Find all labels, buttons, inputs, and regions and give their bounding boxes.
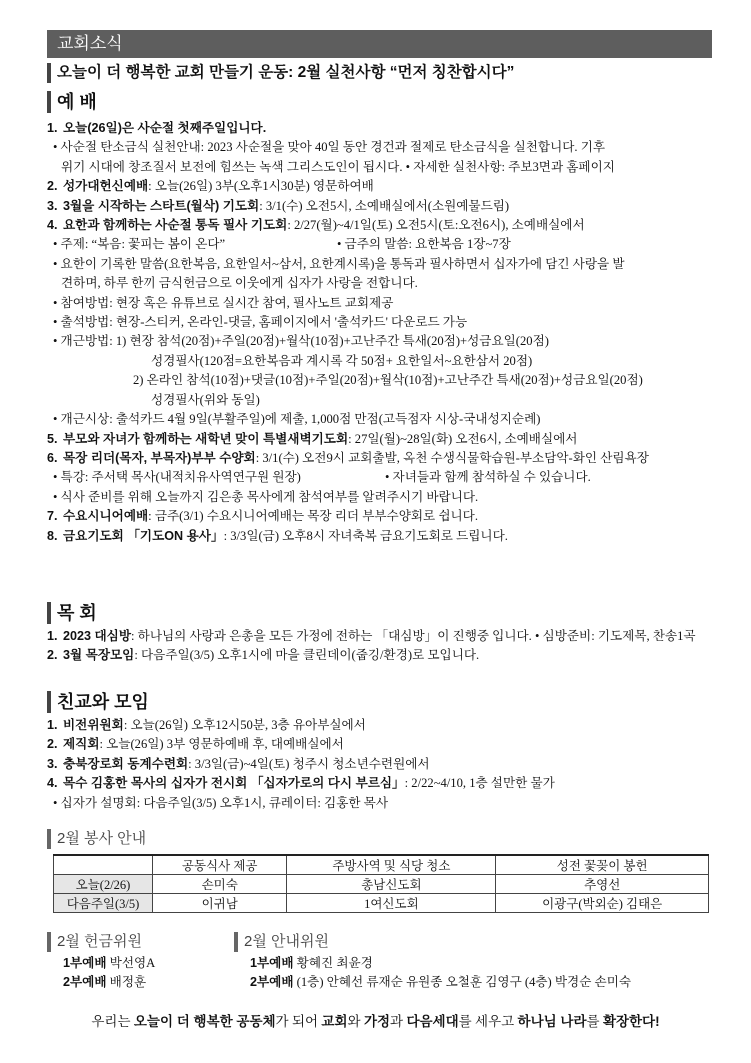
worship-item-6-lecture: • 특강: 주서택 목사(내적치유사역연구원 원장) • 자녀들과 함께 참석하실 수 있습니다. <box>53 470 591 485</box>
usher-row-2: 2부예배 (1층) 안혜선 류재순 유원종 오철훈 김영구 (4층) 박경순 손미숙 <box>250 975 632 990</box>
worship-item-1-line-a: • 사순절 탄소금식 실천안내: 2023 사순절을 맞아 40일 동안 경건과 절제로 탄소금식을 실천합니다. 기후 <box>53 140 606 155</box>
table-cell: 손미숙 <box>153 875 287 894</box>
worship-title: 예 배 <box>47 91 717 113</box>
worship-item-4-attendance: • 출석방법: 현장-스티커, 온라인-댓글, 홈페이지에서 '출석카드' 다운로드 가능 <box>53 315 468 330</box>
worship-item-6: 6. 목장 리더(목자, 부목자)부부 수양회: 3/1(수) 오전9시 교회출발, 옥천 수생식물학습원-부소담악-화인 산림욕장 <box>47 450 649 465</box>
usher-title: 2월 안내위원 <box>234 932 714 952</box>
table-row <box>54 875 709 894</box>
worship-item-1: 1. 오늘(26일)은 사순절 첫째주일입니다. <box>47 121 267 135</box>
fellowship-item-2: 2. 제직회: 오늘(26일) 3부 영문하예배 후, 대예배실에서 <box>47 737 344 752</box>
fellowship-item-3: 3. 충북장로회 동계수련회: 3/3일(금)~4일(토) 청주시 청소년수련원에서 <box>47 756 430 771</box>
worship-item-5: 5. 부모와 자녀가 함께하는 새학년 맞이 특별새벽기도회: 27일(월)~28일(화) 오전6시, 소예배실에서 <box>47 431 578 446</box>
table-corner-cell <box>54 855 153 875</box>
worship-item-4-desc-b: 견하며, 하루 한끼 금식헌금으로 이웃에게 십자가 사랑을 전합니다. <box>61 276 418 291</box>
ministry-item-2: 2. 3월 목장모임: 다음주일(3/5) 오후1시에 마을 클린데이(줍깅/환경)로 모입니다. <box>47 648 480 663</box>
fellowship-item-1: 1. 비전위원회: 오늘(26일) 오후12시50분, 3층 유아부실에서 <box>47 718 366 732</box>
offering-row-2: 2부예배 배정훈 <box>63 975 147 990</box>
worship-item-6-meal: • 식사 준비를 위해 오늘까지 김은총 목사에게 참석여부를 알려주시기 바랍니다. <box>53 489 479 504</box>
fellowship-section <box>47 691 717 813</box>
worship-item-4-perfect-1: • 개근방법: 1) 현장 참석(20점)+주일(20점)+월삭(10점)+고난주간 특새(20점)+성금요일(20점) <box>53 334 549 349</box>
row-label: 다음주일(3/5) <box>54 894 153 913</box>
campaign-heading <box>47 63 717 83</box>
worship-item-4-perfect-2b: 성경필사(위와 동일) <box>151 392 260 407</box>
worship-item-7: 7. 수요시니어예배: 금주(3/1) 수요시니어예배는 목장 리더 부부수양회로 쉽니다. <box>47 509 478 524</box>
worship-item-4: 4. 요한과 함께하는 사순절 통독 필사 기도회: 2/27(월)~4/1일(토) 오전5시(토:오전6시), 소예배실에서 <box>47 218 585 233</box>
worship-item-8: 8. 금요기도회 「기도ON 용사」: 3/3일(금) 오후8시 자녀축복 금요기도회로 드립니다. <box>47 528 508 543</box>
offering-row-1: 1부예배 박선영A <box>63 956 156 970</box>
table-cell: 이광구(박외순) 김태은 <box>496 894 709 913</box>
offering-title: 2월 헌금위원 <box>47 932 227 952</box>
service-table <box>53 854 709 913</box>
offering-committee <box>47 932 227 993</box>
row-label: 오늘(2/26) <box>54 875 153 894</box>
column-header: 성전 꽃꽂이 봉헌 <box>496 855 709 875</box>
worship-item-4-perfect-2: 2) 온라인 참석(10점)+댓글(10점)+주일(20점)+월삭(10점)+고난주간 특새(20점)+성금요일(20점) <box>133 373 643 388</box>
worship-item-1-line-b: 위기 시대에 창조질서 보전에 힘쓰는 녹색 그리스도인이 됩시다. • 자세한 실천사항: 주보3면과 홈페이지 <box>61 159 615 174</box>
worship-section <box>47 91 717 546</box>
fellowship-item-4-talk: • 십자가 설명회: 다음주일(3/5) 오후1시, 큐레이터: 김홍한 목사 <box>53 795 389 810</box>
fellowship-item-4: 4. 목수 김홍한 목사의 십자가 전시회 「십자가로의 다시 부르심」: 2/22~4/10, 1층 설만한 물가 <box>47 776 555 791</box>
ministry-section <box>47 602 717 666</box>
ministry-item-1: 1. 2023 대심방: 하나님의 사랑과 은총을 모든 가정에 전하는 「대심방」이 진행중 입니다. • 심방준비: 기도제목, 찬송1곡 <box>47 629 696 643</box>
ministry-title: 목 회 <box>47 602 717 624</box>
fellowship-title: 친교와 모임 <box>47 691 717 713</box>
table-header-row <box>54 855 709 875</box>
table-cell: 총남신도회 <box>287 875 496 894</box>
worship-item-4-perfect-1b: 성경필사(120점=요한복음과 계시록 각 50점+ 요한일서~요한삼서 20점) <box>151 353 533 368</box>
table-cell: 이귀남 <box>153 894 287 913</box>
column-header: 주방사역 및 식당 청소 <box>287 855 496 875</box>
worship-item-4-award: • 개근시상: 출석카드 4월 9일(부활주일)에 제출, 1,000점 만점(고득점자 시상-국내성지순례) <box>53 412 541 427</box>
usher-row-1: 1부예배 황혜진 최윤경 <box>250 956 373 970</box>
table-row <box>54 894 709 913</box>
worship-item-3: 3. 3월을 시작하는 스타트(월삭) 기도회: 3/1(수) 오전5시, 소예배실에서(소원예물드림) <box>47 198 510 213</box>
section-banner: 교회소식 <box>47 30 712 58</box>
usher-committee <box>234 932 714 993</box>
worship-item-2: 2. 성가대헌신예배: 오늘(26일) 3부(오후1시30분) 영문하여배 <box>47 179 374 194</box>
service-title: 2월 봉사 안내 <box>47 829 717 849</box>
worship-item-4-theme: • 주제: “복음: 꽃피는 봄이 온다” • 금주의 말씀: 요한복음 1장~7장 <box>53 237 511 252</box>
table-cell: 1여신도회 <box>287 894 496 913</box>
campaign-title: 오늘이 더 행복한 교회 만들기 운동: 2월 실천사항 “먼저 칭찬합시다” <box>47 63 717 83</box>
worship-item-4-desc-a: • 요한이 기록한 말씀(요한복음, 요한일서~삼서, 요한계시록)을 통독과 필사하면서 십자가에 담긴 사랑을 발 <box>53 256 625 271</box>
column-header: 공동식사 제공 <box>153 855 287 875</box>
table-cell: 추영선 <box>496 875 709 894</box>
worship-item-4-method: • 참여방법: 현장 혹은 유튜브로 실시간 참여, 필사노트 교회제공 <box>53 295 394 310</box>
vision-statement: 우리는 오늘이 더 행복한 공동체가 되어 교회와 가정과 다음세대를 세우고 하나님 나라를 확장한다! <box>91 1014 660 1029</box>
service-heading <box>47 829 717 849</box>
